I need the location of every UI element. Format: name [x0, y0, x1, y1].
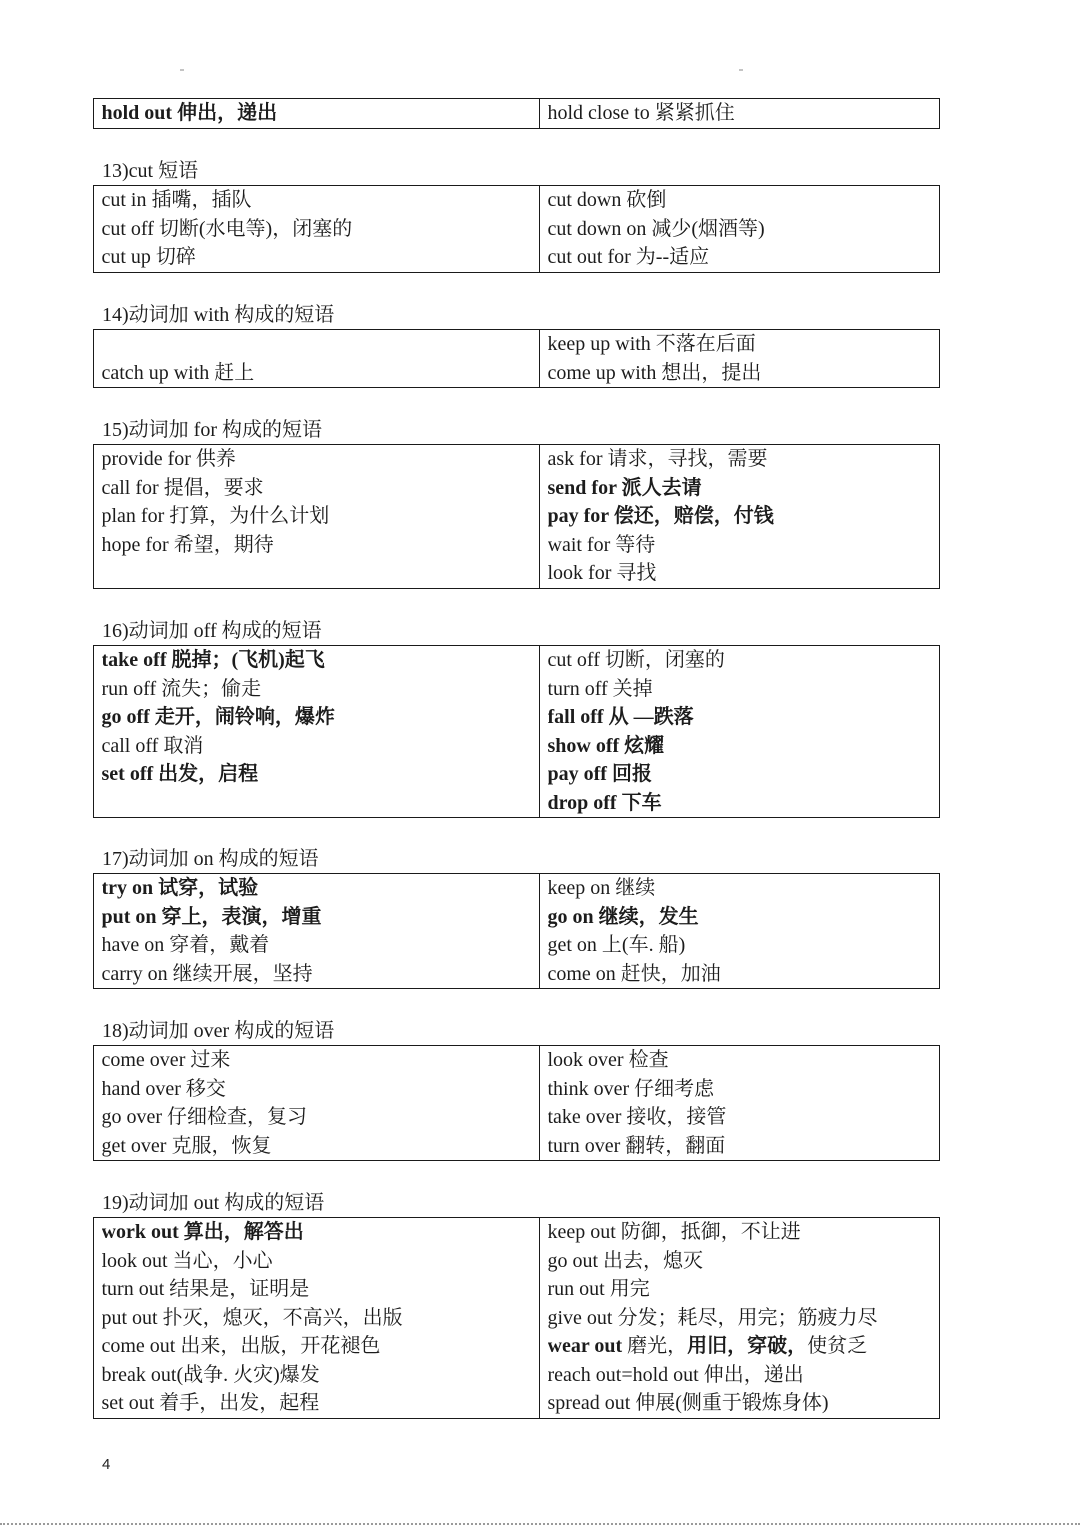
phrase-section	[93, 1189, 940, 1419]
phrase-line: run off 流失；偷走	[101, 677, 262, 700]
phrase-section	[93, 301, 940, 388]
section-heading: 16)动词加 off 构成的短语	[102, 620, 322, 642]
phrase-line: keep out 防御，抵御，不让进	[547, 1221, 801, 1243]
phrase-line: take off 脱掉；(飞机)起飞	[101, 649, 325, 671]
phrase-line: set out 着手，出发，起程	[101, 1392, 320, 1414]
phrase-line: cut down on 减少(烟酒等)	[547, 217, 765, 240]
right-column	[540, 99, 939, 128]
right-column	[540, 330, 939, 387]
phrase-line: show off 炫耀	[547, 734, 665, 757]
left-column	[94, 1218, 540, 1418]
phrase-line: fall off 从 —跌落	[547, 706, 694, 728]
phrase-segment: 使贫乏	[807, 1335, 868, 1357]
phrase-line: put on 穿上，表演，增重	[101, 905, 322, 928]
phrase-line: go off 走开，闹铃响，爆炸	[101, 706, 335, 728]
phrase-line: cut down 砍倒	[547, 189, 667, 211]
phrase-line: spread out 伸展(侧重于锻炼身体)	[547, 1392, 829, 1414]
phrase-line: turn out 结果是，证明是	[101, 1278, 310, 1300]
phrase-line: send for 派人去请	[547, 476, 702, 499]
section-heading: 19)动词加 out 构成的短语	[102, 1192, 325, 1214]
phrase-line: get on 上(车. 船)	[547, 934, 686, 956]
phrase-table	[93, 1217, 940, 1419]
phrase-line: try on 试穿，试验	[101, 877, 259, 899]
phrase-line: call for 提倡，要求	[101, 476, 264, 499]
phrase-line: keep up with 不落在后面	[547, 333, 756, 355]
phrase-line: go out 出去，熄灭	[547, 1249, 704, 1272]
right-column	[540, 874, 939, 988]
phrase-table	[93, 329, 940, 388]
phrase-table	[93, 185, 940, 273]
phrase-line: look over 检查	[547, 1049, 669, 1071]
phrase-line	[548, 1332, 940, 1361]
phrase-segment: 用旧，穿破，	[687, 1335, 808, 1357]
blank-line	[102, 330, 540, 359]
left-column	[94, 330, 540, 387]
phrase-line: carry on 继续开展，坚持	[101, 962, 313, 985]
phrase-line: hand over 移交	[101, 1077, 226, 1100]
phrase-table	[93, 444, 940, 589]
scan-speck	[739, 69, 743, 71]
phrase-line: take over 接收，接管	[547, 1106, 727, 1128]
phrase-section	[93, 845, 940, 989]
left-column	[94, 1046, 540, 1160]
phrase-line: cut off 切断(水电等)，闭塞的	[101, 217, 353, 240]
phrase-line: put out 扑灭，熄灭，不高兴，出版	[101, 1306, 403, 1329]
left-column	[94, 445, 540, 588]
phrase-line: hold close to 紧紧抓住	[547, 102, 735, 124]
phrase-line: provide for 供养	[101, 448, 236, 470]
phrase-segment: 磨光，	[622, 1335, 688, 1357]
section-heading: 13)cut 短语	[102, 160, 199, 182]
phrase-line: turn off 关掉	[547, 677, 653, 700]
phrase-line: turn over 翻转，翻面	[547, 1134, 726, 1157]
phrase-line: work out 算出，解答出	[101, 1221, 304, 1243]
phrase-line: cut up 切碎	[101, 246, 196, 268]
scan-edge-line	[0, 1523, 1080, 1525]
section-heading: 18)动词加 over 构成的短语	[102, 1020, 335, 1042]
left-column	[94, 186, 540, 272]
phrase-line: run out 用完	[547, 1278, 650, 1300]
phrase-line: come on 赶快，加油	[547, 962, 721, 985]
phrase-line: keep on 继续	[547, 877, 656, 899]
right-column	[540, 646, 939, 817]
phrase-line: come out 出来，出版，开花褪色	[101, 1335, 381, 1357]
phrase-line: go over 仔细检查，复习	[101, 1106, 308, 1128]
phrase-line: reach out=hold out 伸出，递出	[547, 1363, 804, 1386]
phrase-line: have on 穿着，戴着	[101, 934, 270, 956]
phrase-line: think over 仔细考虑	[547, 1077, 715, 1100]
section-heading: 15)动词加 for 构成的短语	[102, 419, 322, 441]
phrase-line: go on 继续，发生	[547, 905, 699, 928]
left-column	[94, 99, 540, 128]
phrase-line: look out 当心，小心	[101, 1249, 273, 1272]
scan-speck	[180, 69, 184, 71]
phrase-line: break out(战争. 火灾)爆发	[101, 1363, 320, 1386]
phrase-table	[93, 98, 940, 129]
left-column	[94, 874, 540, 988]
phrase-line: hold out 伸出，递出	[101, 102, 278, 124]
phrase-section	[93, 98, 940, 129]
phrase-table	[93, 873, 940, 989]
phrase-line: give out 分发；耗尽，用完；筋疲力尽	[547, 1306, 878, 1329]
right-column	[540, 186, 939, 272]
phrase-line: catch up with 赶上	[101, 361, 255, 384]
phrase-section	[93, 617, 940, 818]
phrase-line: look for 寻找	[547, 562, 657, 584]
phrase-line: pay off 回报	[547, 763, 652, 785]
phrase-table	[93, 645, 940, 818]
phrase-table	[93, 1045, 940, 1161]
phrase-section	[93, 1017, 940, 1161]
right-column	[540, 1046, 939, 1160]
phrase-line: wait for 等待	[547, 533, 656, 556]
left-column	[94, 646, 540, 817]
page-number: 4	[102, 1456, 111, 1473]
phrase-line: plan for 打算，为什么计划	[101, 505, 330, 527]
phrase-line: come up with 想出，提出	[547, 361, 762, 384]
phrase-line: cut in 插嘴，插队	[101, 189, 252, 211]
phrase-section	[93, 416, 940, 589]
section-heading: 14)动词加 with 构成的短语	[102, 304, 335, 326]
phrase-line: drop off 下车	[547, 791, 662, 814]
phrase-line: call off 取消	[101, 734, 204, 757]
phrase-segment: wear out	[547, 1335, 623, 1357]
phrase-line: hope for 希望，期待	[101, 533, 274, 556]
phrase-line: get over 克服，恢复	[101, 1134, 272, 1157]
phrase-line: set off 出发，启程	[101, 763, 259, 785]
right-column	[540, 445, 939, 588]
phrase-line: cut off 切断，闭塞的	[547, 649, 725, 671]
section-heading: 17)动词加 on 构成的短语	[102, 848, 319, 870]
phrase-section	[93, 157, 940, 273]
right-column	[540, 1218, 939, 1418]
phrase-line: pay for 偿还，赔偿，付钱	[547, 505, 774, 527]
phrase-line: ask for 请求，寻找，需要	[547, 448, 768, 470]
phrase-line: come over 过来	[101, 1049, 231, 1071]
phrase-line: cut out for 为--适应	[547, 246, 710, 268]
